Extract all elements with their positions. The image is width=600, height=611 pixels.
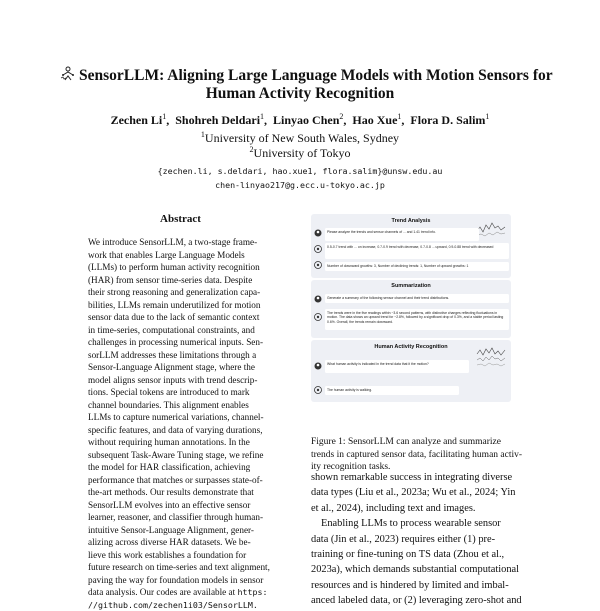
email-line: chen-linyao217@g.ecc.u-tokyo.ac.jp [60, 180, 540, 190]
panel-title: Trend Analysis [311, 218, 511, 224]
body-line: data types (Liu et al., 2023a; Wu et al., 2024; Yin [311, 485, 521, 500]
abstract-line: channel boundaries. This alignment enables [88, 399, 273, 412]
abstract-line: subsequent Task-Aware Tuning stage, we refine [88, 449, 273, 462]
abstract-line: challenges in processing numerical inputs. Sen- [88, 336, 273, 349]
abstract-line: tions. Special tokens are introduced to mark [88, 386, 273, 399]
abstract-line: paving the way for foundation models in sensor [88, 574, 273, 587]
abstract-line: specific features, and data of varying durations, [88, 424, 273, 437]
body-line: shown remarkable success in integrating diverse [311, 470, 521, 485]
panel-summarization [311, 280, 511, 338]
abstract-line: We introduce SensorLLM, a two-stage frame- [88, 236, 273, 249]
right-column-body [311, 470, 521, 609]
abstract-line: sensor data due to the lack of semantic context [88, 311, 273, 324]
abstract-line: sorLLM addresses these limitations through a [88, 349, 273, 362]
abstract-body [88, 236, 273, 611]
chat-message: Number of downward growths: 3, Number of declining trends: 1, Number of upward growths: 1 [325, 262, 509, 271]
abstract-line: intuitive Sensor-Language Alignment, gener- [88, 524, 273, 537]
author-list: Zechen Li$^1$, Shohreh Deldari$^1$, Linyao Chen$^2$, Hao Xue$^1$, Flora D. Salim$^1$ [60, 112, 540, 128]
caption-line: ity recognition tasks. [311, 461, 521, 474]
panel-title: Human Activity Recognition [311, 344, 511, 350]
user-avatar-icon [314, 229, 322, 237]
code-url-start[interactable]: https: [238, 587, 268, 597]
panel-human-activity-recognition [311, 340, 511, 402]
chat-message: Generate a summary of the following sensor channel and their trend distributions. [325, 294, 509, 303]
sensor-llm-logo-icon [60, 66, 76, 82]
sensor-signal-chart-icon [476, 346, 506, 368]
abstract-line: Sensor-Language Alignment stage, where the [88, 361, 273, 374]
abstract-line: (LLMs) to perform human activity recognition [88, 261, 273, 274]
affiliation: $^1$University of New South Wales, Sydney [60, 130, 540, 146]
figure-caption [311, 436, 521, 474]
chat-message: What human activity is indicated in the trend data that it the motion? [325, 360, 469, 373]
body-line: 2023a), which demands substantial computational [311, 562, 521, 577]
abstract-line: performance that matches or surpasses state-of- [88, 474, 273, 487]
paper-title [60, 66, 540, 103]
user-avatar-icon [314, 295, 322, 303]
abstract-line: data analysis. Our codes are available at https: [88, 586, 273, 599]
body-line: anced labeled data, or (2) leveraging zero-shot and [311, 593, 521, 608]
author: Zechen Li$^1$ [111, 113, 167, 127]
caption-line: trends in captured sensor data, facilitating human activ- [311, 449, 521, 462]
abstract-line: the-art methods. Our results demonstrate that [88, 486, 273, 499]
author: Shohreh Deldari$^1$ [175, 113, 264, 127]
title-line-2: Human Activity Recognition [60, 85, 540, 103]
chat-message: 0.5-0.7 trend with ... on increase, 0.7-0.9 trend with decrease, 0.7-0.8 ... upward, 0.9-0.88 trend with decreased [325, 243, 509, 259]
email-line: {zechen.li, s.deldari, hao.xue1, flora.salim}@unsw.edu.au [60, 166, 540, 176]
abstract-line: lieve this work establishes a foundation for [88, 549, 273, 562]
figure-1 [311, 214, 511, 424]
panel-trend-analysis [311, 214, 511, 278]
llm-avatar-icon [314, 245, 322, 253]
abstract-line: without requiring human annotations. In the [88, 436, 273, 449]
abstract-line: LLMs to capture numerical variations, channel- [88, 411, 273, 424]
author: Hao Xue$^1$ [352, 113, 401, 127]
llm-avatar-icon [314, 313, 322, 321]
abstract-line: SensorLLM evolves into an effective sensor [88, 499, 273, 512]
llm-avatar-icon [314, 261, 322, 269]
panel-title: Summarization [311, 283, 511, 289]
author: Flora D. Salim$^1$ [410, 113, 489, 127]
abstract-line: their strong reasoning and generalization capa- [88, 286, 273, 299]
abstract-heading: Abstract [88, 213, 273, 225]
affiliation: $^2$University of Tokyo [60, 145, 540, 161]
abstract-line: (HAR) from sensor time-series data. Despite [88, 274, 273, 287]
abstract-line: bilities, LLMs remain underutilized for motion [88, 299, 273, 312]
abstract-line: future research on time-series and text alignment, [88, 561, 273, 574]
body-line: resources and is hindered by limited and imbal- [311, 578, 521, 593]
code-url-link[interactable]: //github.com/zechen1i03/SensorLLM. [88, 599, 273, 611]
body-line: training or fine-tuning on TS data (Zhou et al., [311, 547, 521, 562]
abstract-line: the model for HAR classification, achieving [88, 461, 273, 474]
chat-message: The human activity is walking. [325, 386, 459, 395]
title-line-1: SensorLLM: Aligning Large Language Models with Motion Sensors for [60, 66, 540, 85]
sensor-trend-chart-icon [476, 217, 506, 239]
chat-message: The trends were in the five readings within ~3.6 second patterns, with distinctive changes reflecting fluctuations in motion. The data shows an upward trend for ~2.8%, followed by a significant drop of 0.3%, and a stable period lasting 0.6%. Overall, the trends remain downward. [325, 309, 509, 330]
abstract-line: work that enables Large Language Models [88, 249, 273, 262]
llm-avatar-icon [314, 386, 322, 394]
caption-line: Figure 1: SensorLLM can analyze and summarize [311, 436, 521, 449]
body-line: et al., 2024), including text and images. [311, 501, 521, 516]
author: Linyao Chen$^2$ [273, 113, 343, 127]
abstract-line: in time-series, computational constraints, and [88, 324, 273, 337]
body-line: Enabling LLMs to process wearable sensor [311, 516, 521, 531]
abstract-line: model aligns sensor inputs with trend descrip- [88, 374, 273, 387]
abstract-line: alizing across diverse HAR datasets. We be- [88, 536, 273, 549]
user-avatar-icon [314, 362, 322, 370]
abstract-line: learner, reasoner, and classifier through human- [88, 511, 273, 524]
chat-message: Please analyze the trends and sensor channels of ... and 1.41 trend info. [325, 228, 479, 241]
body-line: data (Jin et al., 2023) requires either (1) pre- [311, 532, 521, 547]
